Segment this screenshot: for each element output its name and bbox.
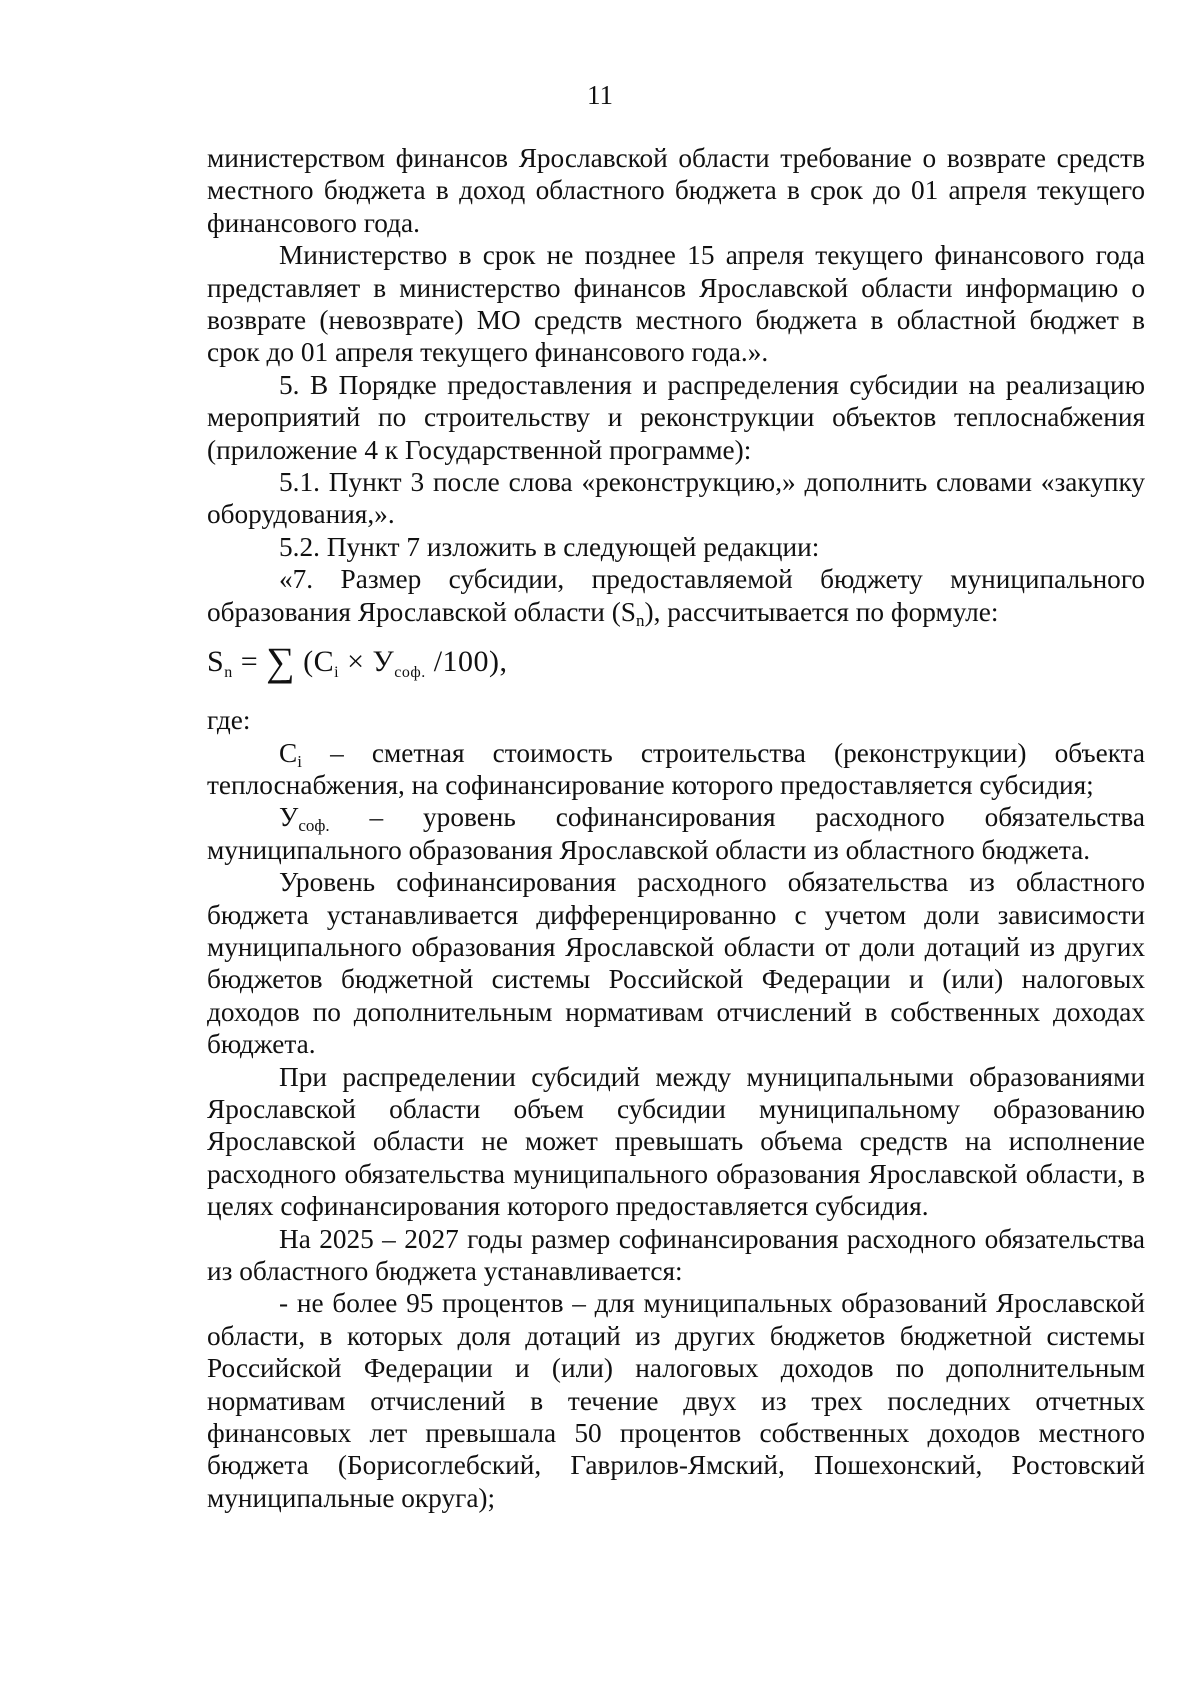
paragraph-distribution: При распределении субсидий между муниципальными образованиями Ярославской области объем субсидии муниципальному образованию Ярославской области не может превышать объема средств на исполнение расходного обязательства муниципального образования Ярославской области, в целях софинансирования которого предоставляется субсидия. <box>207 1061 1145 1222</box>
formula-c-sub: i <box>334 664 340 682</box>
definition-ci-symbol: C <box>279 737 298 768</box>
formula-block <box>207 628 1145 704</box>
paragraph-item-5-1: 5.1. Пункт 3 после слова «реконструкцию,» дополнить словами «закупку оборудования,». <box>207 467 1145 530</box>
formula-u-sub: соф. <box>394 664 426 682</box>
definition-usof <box>207 801 1145 866</box>
paragraph-2: Министерство в срок не позднее 15 апреля текущего финансового года представляет в министерство финансов Ярославской области информацию о возврате (невозврате) МО средств местного бюджета в областной бюджет в срок до 01 апреля текущего финансового года.». <box>207 240 1145 368</box>
sigma-symbol: ∑ <box>266 639 296 685</box>
formula-s-sub: n <box>224 664 233 682</box>
page-number: 11 <box>587 80 613 110</box>
item-7-text-a: «7. Размер субсидии, предоставляемой бюджету муниципального образования Ярославской области (S <box>207 564 1145 627</box>
paragraph-1: министерством финансов Ярославской области требование о возврате средств местного бюджета в доход областного бюджета в срок до 01 апреля текущего финансового года. <box>207 143 1145 238</box>
formula-open: (C <box>295 645 335 679</box>
definition-ci-text: – сметная стоимость строительства (реконструкции) объекта теплоснабжения, на софинансирование которого предоставляется субсидия; <box>207 737 1145 800</box>
paragraph-95-percent: - не более 95 процентов – для муниципальных образований Ярославской области, в которых доля дотаций из других бюджетов бюджетной системы Российской Федерации и (или) налоговых доходов по дополнительным нормативам отчислений в течение двух из трех последних отчетных финансовых лет превышала 50 процентов собственных доходов местного бюджета (Борисоглебский, Гаврилов-Ямский, Пошехонский, Ростовский муниципальные округа); <box>207 1288 1145 1513</box>
formula <box>207 639 508 685</box>
formula-s: S <box>207 645 225 679</box>
paragraph-item-7 <box>207 563 1145 628</box>
definition-ci-sub: i <box>297 751 302 771</box>
where-label: где: <box>207 705 251 736</box>
formula-times: × У <box>339 645 395 679</box>
definition-usof-symbol: У <box>279 802 299 833</box>
document-body <box>207 142 1145 1514</box>
definition-usof-text: – уровень софинансирования расходного обязательства муниципального образования Ярославской области из областного бюджета. <box>207 802 1145 865</box>
paragraph-2025-2027: На 2025 – 2027 годы размер софинансирования расходного обязательства из областного бюджета устанавливается: <box>207 1223 1145 1286</box>
definition-usof-sub: соф. <box>298 816 330 836</box>
formula-eq: = <box>232 645 267 679</box>
paragraph-cofinancing-level: Уровень софинансирования расходного обязательства из областного бюджета устанавливается дифференцированно с учетом доли зависимости муниципального образования Ярославской области от доли дотаций из других бюджетов бюджетной системы Российской Федерации и (или) налоговых доходов по дополнительным нормативам отчислений в собственных доходах бюджета. <box>207 867 1145 1060</box>
formula-rest: /100), <box>425 645 508 679</box>
paragraph-item-5-2: 5.2. Пункт 7 изложить в следующей редакции: <box>279 531 820 562</box>
item-7-text-b: ), рассчитывается по формуле: <box>644 596 999 627</box>
definition-ci <box>207 737 1145 802</box>
item-7-subscript: n <box>636 610 645 630</box>
paragraph-item-5: 5. В Порядке предоставления и распределения субсидии на реализацию мероприятий по строительству и реконструкции объектов теплоснабжения (приложение 4 к Государственной программе): <box>207 369 1145 465</box>
